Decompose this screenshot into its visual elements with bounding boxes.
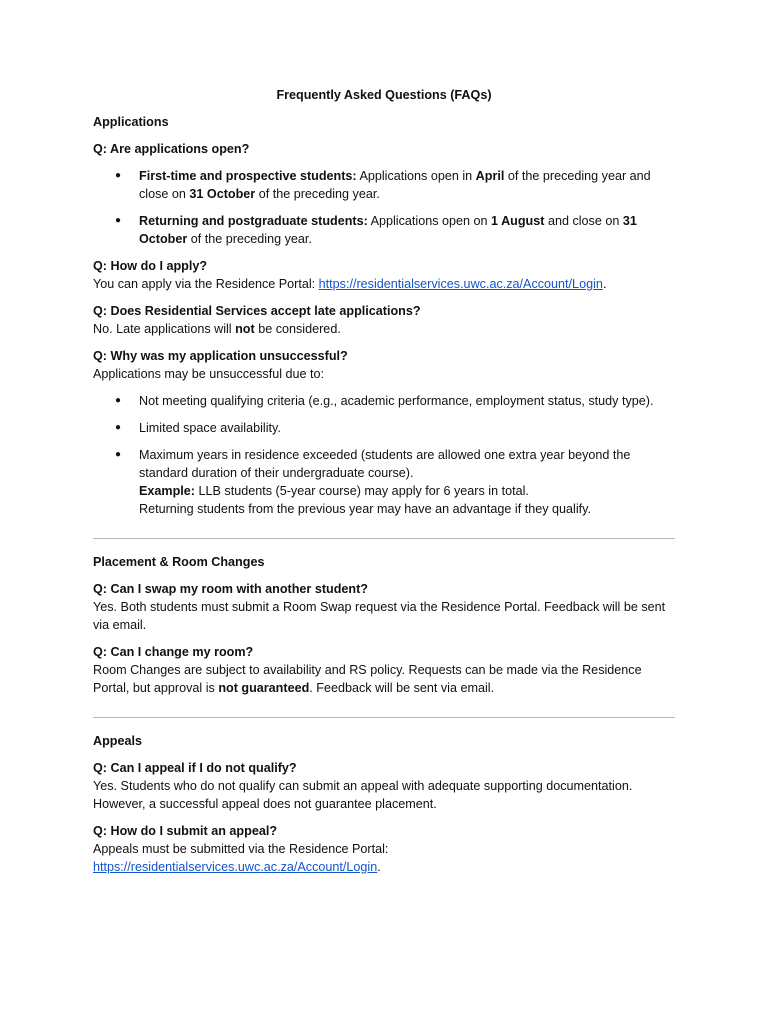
residence-portal-link[interactable]: https://residentialservices.uwc.ac.za/Account/Login (318, 277, 603, 291)
question-applications-open: Q: Are applications open? (93, 142, 250, 156)
faq-how-to-apply (93, 257, 675, 293)
faq-document (93, 86, 675, 885)
bullet-icon: ● (115, 170, 122, 181)
section-divider (93, 717, 675, 718)
section-heading-placement: Placement & Room Changes (93, 555, 265, 569)
faq-room-change (93, 643, 675, 697)
question-unsuccessful: Q: Why was my application unsuccessful? (93, 349, 348, 363)
answer-how-to-apply: You can apply via the Residence Portal: https://residentialservices.uwc.ac.za/Account/Login. (93, 277, 607, 291)
answer-unsuccessful-intro: Applications may be unsuccessful due to: (93, 367, 325, 381)
bullet-icon: ● (115, 422, 122, 433)
section-heading-appeals: Appeals (93, 734, 142, 748)
page-title: Frequently Asked Questions (FAQs) (276, 88, 492, 102)
section-heading-applications: Applications (93, 115, 169, 129)
question-appeal-eligibility: Q: Can I appeal if I do not qualify? (93, 761, 297, 775)
bullet-icon: ● (115, 395, 122, 406)
answer-room-swap: Yes. Both students must submit a Room Swap request via the Residence Portal. Feedback will be sent via email. (93, 600, 666, 632)
unsuccessful-reasons-list (93, 392, 675, 518)
answer-room-change: Room Changes are subject to availability and RS policy. Requests can be made via the Residence Portal, but approval is not guaranteed. Feedback will be sent via email. (93, 663, 642, 695)
list-item: ● First-time and prospective students: Applications open in April of the preceding year and close on 31 October of the preceding year. (115, 169, 651, 201)
appeal-portal-link[interactable]: https://residentialservices.uwc.ac.za/Account/Login (93, 860, 378, 874)
question-submit-appeal: Q: How do I submit an appeal? (93, 824, 278, 838)
answer-late-applications: No. Late applications will not be considered. (93, 322, 341, 336)
section-divider (93, 538, 675, 539)
list-item: ● Returning and postgraduate students: Applications open on 1 August and close on 31 October of the preceding year. (115, 214, 637, 246)
list-item: ● Not meeting qualifying criteria (e.g., academic performance, employment status, study type). (115, 394, 654, 408)
faq-late-applications (93, 302, 675, 338)
bullet-icon: ● (115, 449, 122, 460)
question-late-applications: Q: Does Residential Services accept late applications? (93, 304, 421, 318)
faq-room-swap (93, 580, 675, 634)
faq-appeal-eligibility (93, 759, 675, 813)
bullet-icon: ● (115, 215, 122, 226)
faq-submit-appeal (93, 822, 675, 876)
question-room-change: Q: Can I change my room? (93, 645, 254, 659)
list-item: ● Limited space availability. (115, 421, 281, 435)
question-room-swap: Q: Can I swap my room with another student? (93, 582, 368, 596)
answer-appeal-eligibility: Yes. Students who do not qualify can submit an appeal with adequate supporting documentation. However, a successful appeal does not guarantee placement. (93, 779, 633, 811)
list-item: ● Maximum years in residence exceeded (students are allowed one extra year beyond the standard duration of their undergraduate course). Example: LLB students (5-year course) may apply for 6 years in total. Returning students from the previous year may have an advantage if they qualify. (115, 448, 631, 516)
answer-submit-appeal: Appeals must be submitted via the Residence Portal: https://residentialservices.uwc.ac.za/Account/Login. (93, 842, 389, 874)
application-dates-list (93, 167, 675, 248)
faq-unsuccessful (93, 347, 675, 518)
question-how-to-apply: Q: How do I apply? (93, 259, 208, 273)
